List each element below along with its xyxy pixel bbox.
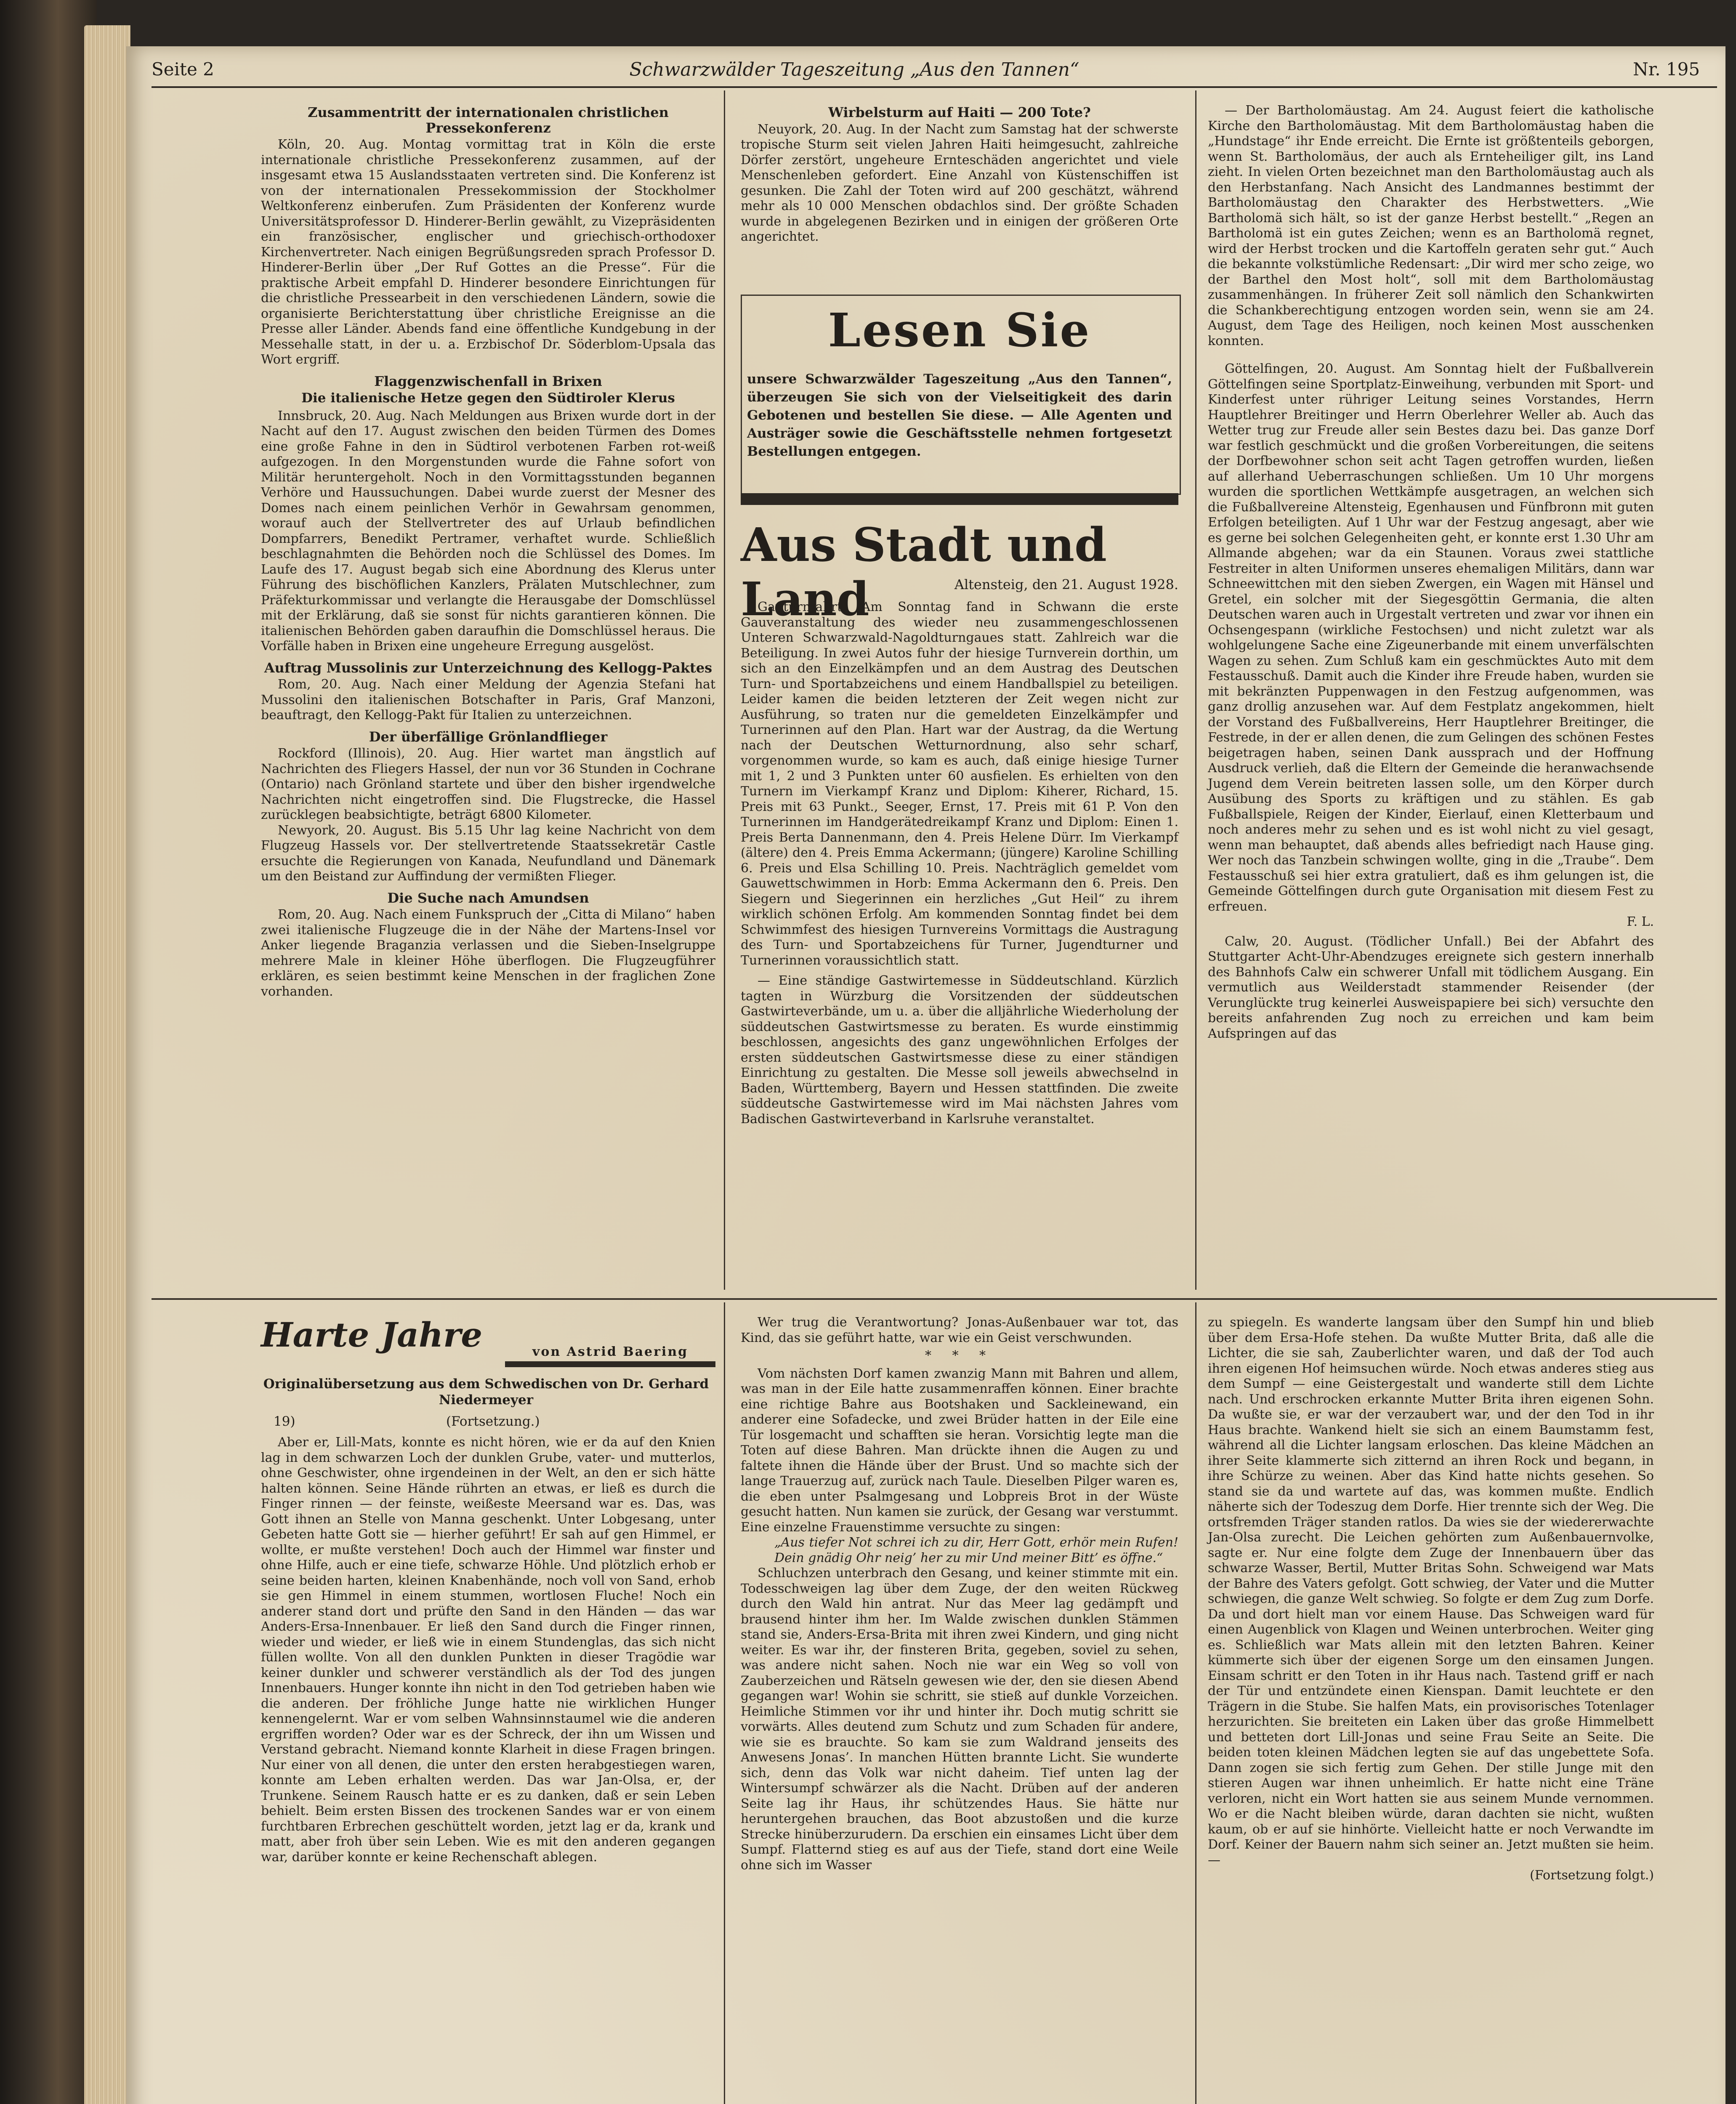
headline: Auftrag Mussolinis zur Unterzeichnung des Kellogg-Paktes: [264, 659, 712, 676]
page-stack-edge: [84, 25, 130, 2104]
column-2-top: [741, 99, 1178, 245]
headline: Die Suche nach Amundsen: [387, 890, 589, 906]
serial-column-3: [1208, 1315, 1654, 1884]
advert-text: unsere Schwarzwälder Tageszeitung „Aus den Tannen“, überzeugen Sie sich von der Vielseitigkeit des darin Gebotenen und bestellen Sie diese. — Alle Agenten und Austräger sowie die Geschäftsstelle nehmen fortgesetzt Bestellungen entgegen.: [747, 372, 1172, 459]
column-rule: [724, 90, 725, 1290]
dateline: Altensteig, den 21. August 1928.: [954, 576, 1178, 592]
column-1: [261, 99, 715, 999]
newspaper-title: Schwarzwälder Tageszeitung „Aus den Tannen“: [629, 59, 1079, 80]
serial-title: Harte Jahre: [261, 1315, 483, 1355]
serial-text: Vom nächsten Dorf kamen zwanzig Mann mit Bahren und allem, was man in der Eile hatte zusammenraffen können. Einer brachte eine richtige Bahre aus Bootshaken und Sackleinewand, ein anderer eine Sofadecke, und zwei Brüder hatten in der Eile eine Tür losgemacht und schafften sie heran. Vorsichtig legte man die Toten auf diese Bahren. Man drückte ihnen die Augen zu und faltete ihnen die Hände über der Brust. Und so machte sich der lange Trauerzug auf, zurück nach Taule. Dieselben Pilger waren es, die eben unter Psalmgesang und Lobpreis Brot in der Wüste gesucht hatten. Nun kamen sie zurück, der Gesang war verstummt. Eine einzelne Frauenstimme versuchte zu singen:: [741, 1366, 1178, 1535]
article-text: Newyork, 20. August. Bis 5.15 Uhr lag keine Nachricht von dem Flugzeug Hassels vor. Der stellvertretende Staatssekretär Castle ersuchte die Regierungen von Kanada, Neufundland und Dänemark um den Beistand zur Auffindung der vermißten Flieger.: [261, 823, 715, 884]
signature: F. L.: [1627, 914, 1654, 929]
serial-continuation: (Fortsetzung.): [446, 1414, 540, 1429]
book-binding: [0, 0, 97, 2104]
article-text: Rom, 20. Aug. Nach einem Funkspruch der „Citta di Milano“ haben zwei italienische Flugzeuge die in der Nähe der Martens-Insel vor Anker liegende Braganzia verlassen und die Sieben-Inselgruppe mehrere Male in kleiner Höhe überflogen. Die Flugzeugführer erklären, es seien bestimmt keine Menschen in der fraglichen Zone vorhanden.: [261, 907, 715, 999]
issue-number: Nr. 195: [1633, 59, 1700, 80]
headline: Flaggenzwischenfall in Brixen: [374, 373, 602, 389]
section-title: Aus Stadt und Land: [741, 518, 1107, 626]
column-rule: [1195, 1302, 1196, 2104]
advert-bar: [741, 493, 1178, 505]
serial-column-1: [261, 1435, 715, 1865]
serial-number: 19): [274, 1414, 295, 1429]
headline: Der überfällige Grönlandflieger: [369, 728, 608, 745]
article-text: — Der Bartholomäustag. Am 24. August feiert die katholische Kirche den Bartholomäustag. Mit dem Bartholomäustag haben die „Hundstage“ ihr Ende erreicht. Die Ernte ist größtenteils geborgen, wenn St. Bartholomäus, der auch als Ernteheiliger gilt, ins Land zieht. In vielen Orten bezeichnet man den Bartholomäustag auch als den Herbstanfang. Nach Ansicht des Landmannes bestimmt der Bartholomäustag den Charakter des Herbstwetters. „Wie Bartholomä sich hält, so ist der ganze Herbst bestellt.“ „Regen an Bartholomä ist ein gutes Zeichen; wenn es an Bartholomä regnet, wird der Herbst trocken und die Kartoffeln geraten sehr gut.“ Auch die bekannte volkstümliche Redensart: „Dir wird mer scho zeige, wo der Barthel den Most holt“, soll mit dem Bartholomäustag zusammenhängen. In früherer Zeit soll nämlich den Schankwirten die Schankberechtigung entzogen worden sein, wenn sie am 24. August, dem Tage des Heiligen, noch keinen Most ausschenken konnten.: [1208, 103, 1654, 348]
headline: Wirbelsturm auf Haiti — 200 Tote?: [828, 104, 1091, 120]
article-text: Calw, 20. August. (Tödlicher Unfall.) Bei der Abfahrt des Stuttgarter Acht-Uhr-Abendzuges ereignete sich gestern innerhalb des Bahnhofs Calw ein schwerer Unfall mit tödlichem Ausgang. Ein vermutlich aus Weilderstadt stammender Reisender (der Verunglückte trug keinerlei Ausweispapiere bei sich) versuchte den bereits anfahrenden Zug noch zu erreichen und kam beim Aufspringen auf das: [1208, 934, 1654, 1041]
article-text: — Eine ständige Gastwirtemesse in Süddeutschland. Kürzlich tagten in Würzburg die Vorsitzenden der süddeutschen Gastwirteverbände, um u. a. über die alljährliche Wiederholung der süddeutschen Gastwirtsmesse zu beraten. Es wurde einstimmig beschlossen, angesichts des ganz ungewöhnlichen Erfolges der ersten süddeutschen Gastwirtsmesse diese zu einer ständigen Einrichtung zu gestalten. Die Messe soll jeweils abwechselnd in Baden, Württemberg, Bayern und Hessen stattfinden. Die zweite süddeutsche Gastwirtemesse wird im Mai nächsten Jahres vom Badischen Gastwirteverband in Karlsruhe veranstaltet.: [741, 973, 1178, 1126]
article-text: Neuyork, 20. Aug. In der Nacht zum Samstag hat der schwerste tropische Sturm seit vielen Jahren Haiti heimgesucht, zahlreiche Dörfer zerstört, ungeheure Ernteschäden angerichtet und viele Menschenleben gefordert. Eine Anzahl von Küstenschiffen ist gesunken. Die Zahl der Toten wird auf 200 geschätzt, während mehr als 10 000 Menschen obdachlos sind. Der größte Schaden wurde in abgelegenen Bezirken und in einigen der größeren Orte angerichtet.: [741, 122, 1178, 244]
serial-text: Schluchzen unterbrach den Gesang, und keiner stimmte mit ein. Todesschweigen lag über dem Zuge, der den weiten Rückweg durch den Wald hin antrat. Nur das Meer lag gedämpft und brausend hinter ihm her. Im Walde zwischen dunklen Stämmen stand sie, Anders-Ersa-Brita mit ihren zwei Kindern, und ging nicht weiter. Es war ihr, der finsteren Brita, gegeben, soviel zu sehen, was andere nicht sahen. Noch nie war ein Weg so voll von Zauberzeichen und Rätseln gewesen wie der, den sie diesen Abend gegangen war! Wohin sie schritt, sie stieß auf dunkle Vorzeichen. Heimliche Stimmen vor ihr und hinter ihr. Doch mutig schritt sie vorwärts. Alles deutend zum Schutz und zum Schaden für andere, wie sie es brauchte. So kam sie zum Waldrand jenseits des Anwesens Jonas’. In manchen Hütten brannte Licht. Sie wunderte sich, denn das Volk war nicht daheim. Tief unten lag der Wintersumpf schwärzer als die Nacht. Drüben auf der anderen Seite lag ihr Haus, ihr schützendes Haus. Sie hätte nur heruntergehen brauchen, das Boot abzustoßen und die kurze Strecke hinüberzurudern. Da erschien ein einsames Licht über dem Sumpf. Flatternd stieg es auf aus der Tiefe, stand dort eine Weile ohne sich im Wasser: [741, 1566, 1178, 1873]
advert-title: Lesen Sie: [828, 303, 1091, 357]
column-rule: [1195, 90, 1196, 1290]
serial-text: Wer trug die Verantwortung? Jonas-Außenbauer war tot, das Kind, das sie geführt hatte, war wie ein Geist verschwunden.: [741, 1315, 1178, 1345]
continued-note: (Fortsetzung folgt.): [1530, 1868, 1654, 1883]
article-text: Köln, 20. Aug. Montag vormittag trat in Köln die erste internationale christliche Pressekonferenz zusammen, auf der insgesamt etwa 15 Auslandsstaaten vertreten sind. Die Konferenz ist von der internationalen Pressekommission der Stockholmer Weltkonferenz einberufen. Zum Präsidenten der Konferenz wurde Universitätsprofessor D. Hinderer-Berlin gewählt, zu Vizepräsidenten ein französischer, englischer und griechisch-orthodoxer Kirchenvertreter. Nach einigen Begrüßungsreden sprach Professor D. Hinderer-Berlin über „Der Ruf Gottes an die Presse“. Für die praktische Arbeit empfahl D. Hinderer besondere Einrichtungen für die christliche Pressearbeit in den verschiedenen Ländern, sowie die organisierte Berichterstattung über christliche Ereignisse an die Presse aller Länder. Abends fand eine öffentliche Kundgebung in der Messehalle statt, in der u. a. Erzbischof Dr. Söderblom-Upsala das Wort ergriff.: [261, 137, 715, 367]
article-text: Innsbruck, 20. Aug. Nach Meldungen aus Brixen wurde dort in der Nacht auf den 17. August zwischen den beiden Türmen des Domes eine große Fahne in den in Südtirol verbotenen Farben rot-weiß aufgezogen. In den Morgenstunden wurde die Fahne sofort von Militär heruntergeholt. Noch in den Vormittagsstunden begannen Verhöre und Haussuchungen. Dabei wurde zuerst der Mesner des Domes nach einem peinlichen Verhör in Gewahrsam genommen, worauf auch der Stellvertreter des auf Urlaub befindlichen Dompfarrers, Benedikt Pertramer, verhaftet wurde. Schließlich beschlagnahmten die Behörden noch die Schlüssel des Domes. Im Laufe des 17. August begab sich eine Abordnung des Klerus unter Führung des bischöflichen Kanzlers, Prälaten Mutschlechner, zum Präfekturkommissar und verlangte die Herausgabe der Domschlüssel mit der Erklärung, daß sie sonst für nichts garantieren können. Die italienischen Behörden gaben daraufhin die Domschlüssel heraus. Die Vorfälle haben in Brixen eine ungeheure Erregung ausgelöst.: [261, 408, 715, 654]
hymn-verse: „Aus tiefer Not schrei ich zu dir, Herr Gott, erhör mein Rufen! Dein gnädig Ohr neig’ her zu mir Und meiner Bitt’ es öffne.“: [774, 1535, 1178, 1565]
section-rule: [152, 1298, 1717, 1300]
column-rule: [724, 1302, 725, 2104]
section-mark: * * *: [925, 1348, 994, 1363]
column-2-bottom: [741, 600, 1178, 1127]
serial-translation: Originalübersetzung aus dem Schwedischen von Dr. Gerhard Niedermeyer: [263, 1376, 709, 1408]
serial-text: Aber er, Lill-Mats, konnte es nicht hören, wie er da auf den Knien lag in dem schwarzen Loch der dunklen Grube, vater- und mutterlos, ohne Geschwister, ohne irgendeinen in der Welt, an den er sich hätte halten können. Seine Hände rührten an etwas, er ließ es durch die Finger rinnen — der feinste, weißeste Meersand war es. Das, was Gott ihnen an Stelle von Manna geschenkt. Unter Lobgesang, unter Gebeten hatte Gott sie — hierher geführt! Er sah auf gen Himmel, er wollte, er mußte verstehen! Doch auch der Himmel war finster und ohne Hilfe, auch er eine tiefe, schwarze Höhle. Und plötzlich erhob er seine beiden harten, kleinen Knabenhände, noch voll von Sand, erhob sie gen Himmel in einem stummen, wortlosen Fluche! Noch ein anderer stand dort und prüfte den Sand in den Händen — das war Anders-Ersa-Innenbauer. Er ließ den Sand durch die Finger rinnen, wieder und wieder, er ließ wie in einem Stundenglas, das sich nicht füllen wollte. Von all den dunklen Punkten in dieser Tragödie war keiner dunkler und schwerer verständlich als der Tod des jungen Innenbauers. Hunger konnte ihn nicht in den Tod getrieben haben wie die anderen. Der fröhliche Junge hatte nie wirklichen Hunger kennengelernt. War er vom selben Wahnsinnstaumel wie die anderen ergriffen worden? Oder war es der Schreck, der ihn um Wissen und Verstand gebracht. Niemand konnte Klarheit in diese Fragen bringen. Nur einer von all denen, die unter den ersten herabgestiegen waren, konnte am Leben erhalten werden. Das war Jan-Olsa, er, der Trunkene. Seinem Rausch hatte er es zu danken, daß er sein Leben behielt. Beim ersten Bissen des trockenen Sandes war er von einem furchtbaren Erbrechen geschüttelt worden, jetzt lag er da, krank und matt, aber froh über sein Leben. Wie es mit den anderen gegangen war, darüber konnte er keine Rechenschaft ablegen.: [261, 1435, 715, 1865]
subheadline: Die italienische Hetze gegen den Südtiroler Klerus: [301, 391, 675, 406]
headline: Zusammentritt der internationalen christlichen Pressekonferenz: [308, 104, 669, 136]
header-rule: [152, 86, 1717, 88]
serial-column-2: [741, 1315, 1178, 1873]
article-text: Göttelfingen, 20. August. Am Sonntag hielt der Fußballverein Göttelfingen seine Sportplatz-Einweihung, verbunden mit Sport- und Kinderfest unter rühriger Leitung seines Vorstandes, Herrn Hauptlehrer Breitinger und Herrn Oberlehrer Weller ab. Auch das Wetter trug zur Freude aller sein Bestes dazu bei. Das ganze Dorf war festlich geschmückt und die großen Vorbereitungen, die seitens der Dorfbewohner schon seit acht Tagen getroffen wurden, ließen auf allerhand Ueberraschungen schließen. Um 10 Uhr morgens wurden die sportlichen Wettkämpfe ausgetragen, an welchen sich die Fußballvereine Altensteig, Egenhausen und Fünfbronn mit guten Erfolgen beteiligten. Auf 1 Uhr war der Festzug angesagt, aber wie es gerne bei solchen Gelegenheiten geht, er konnte erst 1.30 Uhr am Allmande abgehen; war da ein Staunen. Voraus zwei stattliche Festreiter in alten Uniformen unseres ehemaligen Militärs, dann war Schneewittchen mit den sieben Zwergen, ein Wagen mit Hänsel und Gretel, ein solcher mit der Siegesgöttin Germania, die alten Deutschen waren auch in Urgestalt vertreten und zwar vor ihnen ein Ochsengespann (wirkliche Festochsen) und nicht zuletzt war als wohlgelungene Sache eine Zigeunerbande mit einem unverfälschten Wagen zu sehen. Zum Schluß kam ein geschmücktes Auto mit dem Festausschuß. Damit auch die Kinder ihre Freude haben, wurden sie mit bekränzten Puppenwagen in den Festzug aufgenommen, was ganz drollig anzusehen war. Auf dem Festplatz angekommen, hielt der Vorstand des Fußballvereins, Herr Hauptlehrer Breitinger, die Festrede, in der er allen denen, die zum Gelingen des schönen Festes beigetragen haben, seinen Dank aussprach und der Hoffnung Ausdruck verlieh, daß die Eltern der Gemeinde die heranwachsende Jugend dem Verein beitreten lassen solle, um den Körper durch Ausübung des Sports zu kräftigen und zu stählen. Es gab Fußballspiele, Reigen der Kinder, Eierlauf, einen Kletterbaum und noch anderes mehr zu sehen und es ist wohl nicht zu viel gesagt, wenn man behauptet, daß abends alles befriedigt nach Hause ging. Wer noch das Tanzbein schwingen wollte, ging in die „Traube“. Dem Festausschuß sei hier extra gratuliert, daß es ihm gelungen ist, die Gemeinde Göttelfingen durch gute Organisation mit diesem Fest zu erfreuen.: [1208, 361, 1654, 914]
article-text: Rom, 20. Aug. Nach einer Meldung der Agenzia Stefani hat Mussolini den italienischen Botschafter in Paris, Graf Manzoni, beauftragt, den Kellogg-Pakt für Italien zu unterzeichnen.: [261, 677, 715, 723]
column-3: [1208, 103, 1654, 1041]
page-number: Seite 2: [152, 59, 214, 80]
serial-author: von Astrid Baering: [532, 1344, 689, 1359]
article-text: Gauturnfahrt. Am Sonntag fand in Schwann die erste Gauveranstaltung des wieder neu zusammengeschlossenen Unteren Schwarzwald-Nagoldturngaues statt. Zahlreich war die Beteiligung. In zwei Autos fuhr der hiesige Turnverein dorthin, um sich an den Einzelkämpfen und an dem Austrag des Deutschen Turn- und Sportabzeichens und einem Handballspiel zu beteiligen. Leider kamen die beiden letzteren der Zeit wegen nicht zur Ausführung, so traten nur die gemeldeten Einzelkämpfer und Turnerinnen auf den Plan. Hart war der Austrag, da die Wertung nach der Deutschen Wetturnordnung, also sehr scharf, vorgenommen wurde, so kam es auch, daß einige hiesige Turner mit 1, 2 und 3 Punkten unter 60 ausfielen. Es erhielten von den Turnern im Vierkampf Kranz und Diplom: Kiherer, Richard, 15. Preis mit 63 Punkt., Seeger, Ernst, 17. Preis mit 61 P. Von den Turnerinnen im Handgerätedreikampf Kranz und Diplom: Einen 1. Preis Berta Dannenmann, den 4. Preis Helene Dürr. Im Vierkampf (ältere) den 4. Preis Emma Ackermann; (jüngere) Karoline Schilling 6. Preis und Elsa Schilling 10. Preis. Nachträglich gemeldet vom Gauwettschwimmen in Horb: Emma Ackermann den 6. Preis. Den Siegern und Siegerinnen ein herzliches „Gut Heil“ zu ihrem wirklich schönen Erfolg. Am kommenden Sonntag findet bei dem Schwimmfest des hiesigen Turnvereins Vormittags die Austragung des Turn- und Sportabzeichens für Turner, Jugendturner und Turnerinnen voraussichtlich statt.: [741, 600, 1178, 968]
author-bar: [505, 1361, 715, 1367]
article-text: Rockford (Illinois), 20. Aug. Hier wartet man ängstlich auf Nachrichten des Fliegers Hassel, der nun vor 36 Stunden in Cochrane (Ontario) nach Grönland startete und über den bisher irgendwelche Nachrichten nicht eingetroffen sind. Die Flugstrecke, die Hassel zurücklegen beabsichtigte, beträgt 6800 Kilometer.: [261, 746, 715, 822]
serial-text: zu spiegeln. Es wanderte langsam über den Sumpf hin und blieb über dem Ersa-Hofe stehen. Da wußte Mutter Brita, daß alle die Lichter, die sie sah, Zauberlichter waren, und daß der Tod auch ihren eigenen Hof heimsuchen würde. Noch etwas anderes stieg aus dem Sumpf — eine Geistergestalt und wanderte still dem Lichte nach. Und erschrocken erkannte Mutter Brita ihren eigenen Sohn. Da wußte sie, er war der verzaubert war, und der den Tod in ihr Haus brachte. Wankend hielt sie sich an einem Baumstamm fest, während all die Lichter langsam erloschen. Das kleine Mädchen an ihrer Seite klammerte sich zitternd an ihren Rock und begann, in ihre Schürze zu weinen. Aber das Kind hatte nichts gesehen. So stand sie da und wartete auf das, was kommen mußte. Endlich näherte sich der Todeszug dem Dorfe. Hier trennte sich der Weg. Die ortsfremden Träger standen ratlos. Da wies sie der wiedererwachte Jan-Olsa zurecht. Die Leichen gehörten zum Außenbauernvolke, sagte er. Nur eine folgte dem Zuge der Innenbauern über das schwarze Wasser, Bertil, Mutter Britas Sohn. Schweigend war Mats der Bahre des Vaters gefolgt. Gott schwieg, der Vater und die Mutter schwiegen, die ganze Welt schwieg. So folgte er dem Zug zum Dorfe. Da und dort hielt man vor einem Hause. Das Schweigen ward für einen Augenblick von Klagen und Weinen unterbrochen. Weiter ging es. Schließlich war Mats allein mit den letzten Bahren. Keiner kümmerte sich über der eigenen Sorge um den einsamen Jungen. Einsam schritt er den Toten in ihr Haus nach. Tastend griff er nach der Tür und entzündete einen Kienspan. Damit leuchtete er den Trägern in die Stube. Sie halfen Mats, ein provisorisches Totenlager herzurichten. Sie breiteten ein Laken über das große Himmelbett und betteten dort Lill-Jonas und seine Frau Seite an Seite. Die beiden toten kleinen Mädchen legten sie auf das ungebettete Sofa. Dann zogen sie sich fertig zum Gehen. Der stille Junge mit den stieren Augen war ihnen unheimlich. Er hatte nicht eine Träne verloren, nicht ein Wort hatten sie aus seinem Munde vernommen. Wo er die Nacht bleiben würde, daran dachten sie nicht, wußten kaum, ob er auf sie hinhörte. Vielleicht hatte er noch Verwandte im Dorf. Keiner der Bauern nahm sich seiner an. Jetzt mußten sie heim. —: [1208, 1315, 1654, 1868]
